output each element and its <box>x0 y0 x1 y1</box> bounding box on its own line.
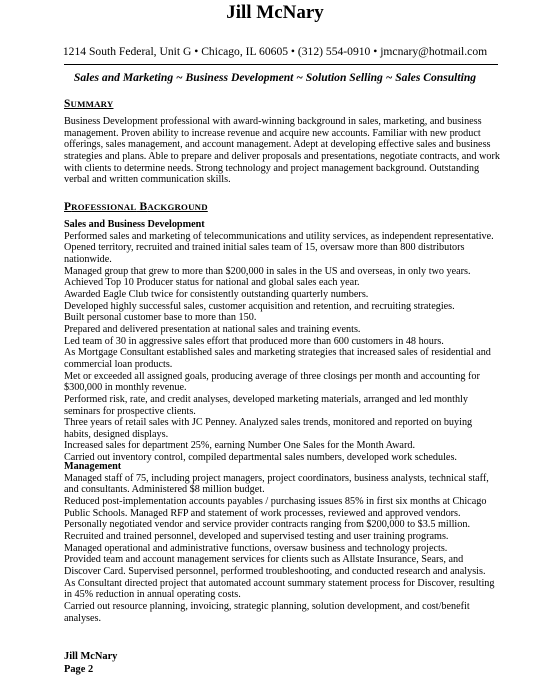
footer-name: Jill McNary <box>64 651 118 662</box>
summary-paragraph: Business Development professional with award-winning background in sales, marketing, and business management. Proven ability to increase revenue and acquire new accounts. Familiar with new product offerings, sales management, and account management. Adept at developing effective sales and business strategies and plans. Able to prepare and deliver proposals and presentations, negotiate contracts, and work with clients to determine needs. Strong technology and project management background. Outstanding verbal and written communication skills. <box>64 116 500 186</box>
list-item: Managed operational and administrative functions, oversaw business and technology projects. <box>64 542 448 554</box>
list-item: Awarded Eagle Club twice for consistently outstanding quarterly numbers. <box>64 288 369 300</box>
list-item: Carried out inventory control, compiled departmental sales numbers, developed work schedules. <box>64 452 457 464</box>
management-subheading: Management <box>64 461 122 472</box>
list-item: Increased sales for department 25%, earning Number One Sales for the Month Award. <box>64 440 415 452</box>
list-item: Reduced post-implementation accounts payables / purchasing issues 85% in first six months at Chicago Public Schools. Managed RFP and statement of work processes, reviewed and approved vendors. <box>64 495 487 519</box>
candidate-name: Jill McNary <box>226 2 324 23</box>
header-divider <box>64 64 498 65</box>
list-item: Performed risk, rate, and credit analyses, developed marketing materials, arranged and led monthly seminars for prospective clients. <box>64 393 468 417</box>
sales-subheading: Sales and Business Development <box>64 219 205 230</box>
list-item: Three years of retail sales with JC Penney. Analyzed sales trends, monitored and reported on buying habits, designed displays. <box>64 417 473 440</box>
list-item: As Consultant directed project that automated account summary statement process for Discover, resulting in 45% reduction in annual operating costs. <box>64 577 495 601</box>
list-item: Provided team and account management services for clients such as Allstate Insurance, Sears, and Discover Card. Supervised personnel, performed troubleshooting, and conducted research and analysis. <box>64 554 486 577</box>
list-item: Managed staff of 75, including project managers, project coordinators, business analysts, technical staff, and consultants. Administered $8 million budget. <box>64 472 489 496</box>
list-item: Led team of 30 in aggressive sales effort that produced more than 600 customers in 48 hours. <box>64 335 444 347</box>
list-item: Managed group that grew to more than $200,000 in sales in the US and overseas, in only two years. <box>64 265 471 277</box>
management-section <box>64 461 500 624</box>
page-footer <box>64 650 117 676</box>
background-heading: PROFESSIONAL BACKGROUND <box>64 201 208 213</box>
footer-page-number: Page 2 <box>64 664 94 675</box>
list-item: Personally negotiated vendor and service provider contracts ranging from $200,000 to $3.5 million. <box>64 519 470 531</box>
tagline: Sales and Marketing ~ Business Development ~ Solution Selling ~ Sales Consulting <box>73 71 477 84</box>
list-item: Developed highly successful sales, customer acquisition and retention, and recruiting strategies. <box>64 300 455 312</box>
list-item: As Mortgage Consultant established sales and marketing strategies that increased sales of residential and commercial loan products. <box>64 347 491 370</box>
list-item: Met or exceeded all assigned goals, producing average of three closings per month and accounting for $300,000 in monthly revenue. <box>64 370 480 394</box>
sales-section <box>64 219 500 464</box>
summary-text <box>64 116 500 186</box>
list-item: Carried out resource planning, invoicing, strategic planning, solution development, and cost/benefit analyses. <box>64 600 470 624</box>
contact-line: 1214 South Federal, Unit G • Chicago, IL 60605 • (312) 554-0910 • jmcnary@hotmail.com <box>62 45 488 58</box>
summary-heading: SUMMARY <box>64 98 114 110</box>
list-item: Performed sales and marketing of telecommunications and utility services, as independent representative. Opened territory, recruited and trained initial sales team of 15, oversaw more than 800 distributors nationwide. <box>64 230 494 265</box>
list-item: Prepared and delivered presentation at national sales and training events. <box>64 323 361 335</box>
list-item: Achieved Top 10 Producer status for national and global sales each year. <box>64 277 360 289</box>
list-item: Built personal customer base to more than 150. <box>64 312 257 324</box>
list-item: Recruited and trained personnel, developed and supervised testing and user training programs. <box>64 530 449 542</box>
